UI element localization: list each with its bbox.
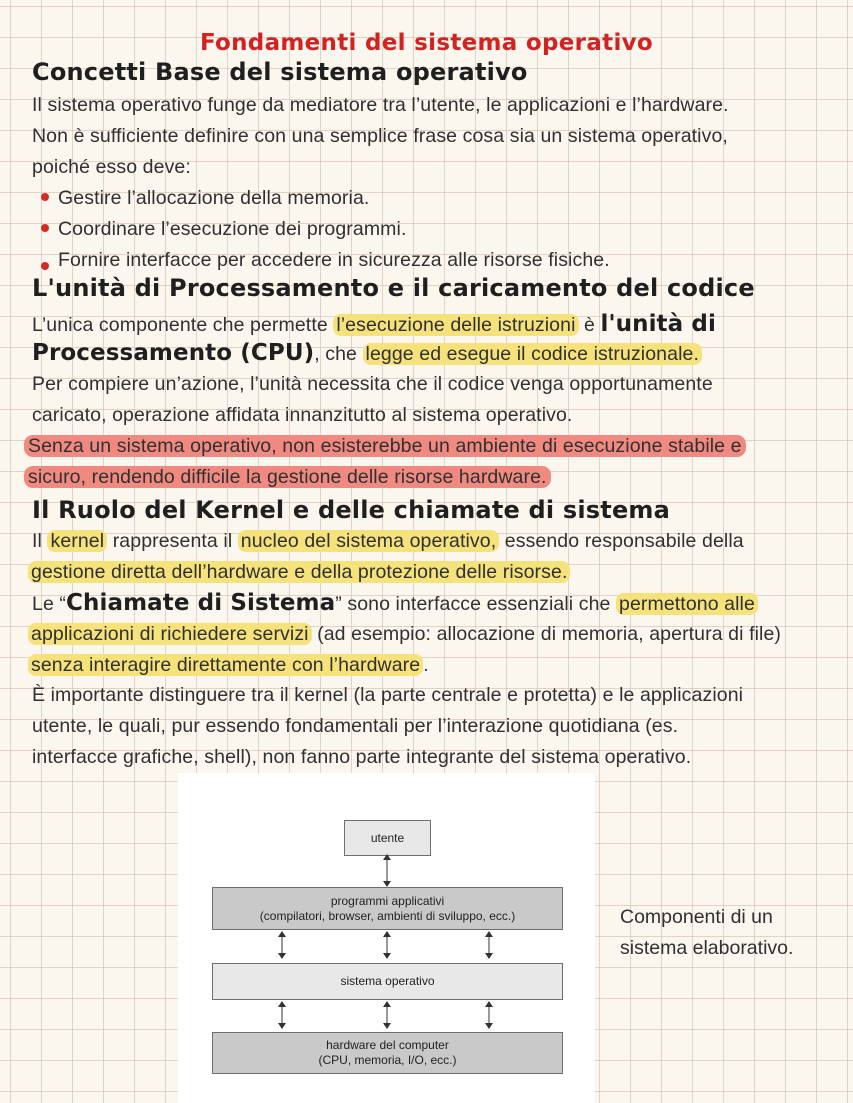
paragraph-line: caricato, operazione affidata innanzitutto al sistema operativo. [32, 404, 573, 426]
highlight-span: senza interagire direttamente con l’hardware [28, 654, 423, 676]
diagram-label: sistema operativo [340, 974, 435, 988]
highlight-span: gestione diretta dell’hardware e della protezione delle risorse. [28, 561, 570, 583]
paragraph-line [32, 530, 744, 553]
highlight-span: legge ed esegue il codice istruzionale. [363, 343, 702, 365]
highlight-span: kernel [47, 530, 107, 552]
diagram-box-hardware [212, 1032, 563, 1074]
paragraph-line: utente, le quali, pur essendo fondamentali per l’interazione quotidiana (es. [32, 715, 679, 737]
diagram-label: utente [370, 830, 405, 845]
text-span: Il [32, 530, 48, 552]
highlight-span: applicazioni di richiedere servizi [28, 623, 312, 645]
text-span: ” sono interfacce essenziali che [335, 593, 617, 615]
bullet-item: Fornire interfacce per accedere in sicurezza alle risorse fisiche. [58, 249, 610, 271]
system-components-diagram [178, 773, 595, 1103]
section-heading-cpu: L'unità di Processamento e il caricamento del codice [32, 274, 755, 302]
paragraph-line [28, 561, 570, 584]
diagram-label: (CPU, memoria, I/O, ecc.) [318, 1053, 457, 1067]
diagram-label: programmi applicativi [330, 893, 445, 908]
text-span: , che [314, 343, 363, 365]
diagram-caption: sistema elaborativo. [620, 937, 794, 959]
paragraph-line: È importante distinguere tra il kernel (la parte centrale e protetta) e le applicazioni [32, 684, 744, 706]
double-arrow-icon [382, 854, 392, 887]
bold-term: Processamento (CPU) [32, 340, 315, 366]
diagram-label: (compilatori, browser, ambienti di sviluppo, ecc.) [259, 908, 516, 923]
bullet-item: Gestire l’allocazione della memoria. [58, 187, 370, 209]
section-heading-concepts: Concetti Base del sistema operativo [32, 58, 528, 86]
highlight-span: permettono alle [616, 593, 758, 615]
red-highlight-span: sicuro, rendendo difficile la gestione delle risorse hardware. [24, 466, 551, 488]
paragraph-line: Il sistema operativo funge da mediatore tra l’utente, le applicazioni e l’hardware. [32, 94, 729, 116]
paragraph-line: Non è sufficiente definire con una semplice frase cosa sia un sistema operativo, [32, 125, 728, 147]
double-arrow-icon [277, 1001, 287, 1029]
diagram-label: hardware del computer [326, 1038, 449, 1052]
double-arrow-icon [484, 1001, 494, 1029]
red-highlight-span: Senza un sistema operativo, non esisterebbe un ambiente di esecuzione stabile e [24, 435, 746, 457]
bullet-dot-icon [41, 193, 49, 201]
bullet-dot-icon [41, 262, 49, 270]
paragraph-line [32, 311, 716, 337]
paragraph-line: interfacce grafiche, shell), non fanno parte integrante del sistema operativo. [32, 746, 692, 768]
text-span: L’unica componente che permette [32, 314, 334, 336]
paragraph-line [24, 466, 551, 489]
bullet-dot-icon [41, 224, 49, 232]
text-span: (ad esempio: allocazione di memoria, apertura di file) [311, 623, 781, 645]
text-span: Le “ [32, 593, 67, 615]
diagram-box-applications [212, 887, 563, 930]
bullet-item: Coordinare l’esecuzione dei programmi. [58, 218, 407, 240]
double-arrow-icon [277, 931, 287, 959]
paragraph-line [28, 654, 429, 677]
paragraph-line [28, 623, 781, 646]
paragraph-line [24, 435, 746, 458]
highlight-span: nucleo del sistema operativo, [238, 530, 499, 552]
diagram-box-user [344, 820, 431, 856]
text-span: è [578, 314, 601, 336]
text-span: rappresenta il [107, 530, 238, 552]
highlight-span: l’esecuzione delle istruzioni [333, 314, 578, 336]
diagram-box-os [212, 963, 563, 1000]
page-title: Fondamenti del sistema operativo [199, 30, 654, 56]
section-heading-kernel: Il Ruolo del Kernel e delle chiamate di sistema [32, 496, 671, 524]
text-span: essendo responsabile della [499, 530, 744, 552]
paragraph-line [32, 590, 758, 616]
text-span: . [423, 654, 429, 676]
double-arrow-icon [382, 931, 392, 959]
diagram-caption: Componenti di un [620, 906, 773, 928]
bold-term: Chiamate di Sistema [66, 590, 336, 616]
paragraph-line: poiché esso deve: [32, 156, 191, 178]
paragraph-line: Per compiere un’azione, l’unità necessita che il codice venga opportunamente [32, 373, 713, 395]
paragraph-line [32, 340, 702, 366]
bold-term: l'unità di [600, 311, 716, 337]
double-arrow-icon [484, 931, 494, 959]
double-arrow-icon [382, 1001, 392, 1029]
